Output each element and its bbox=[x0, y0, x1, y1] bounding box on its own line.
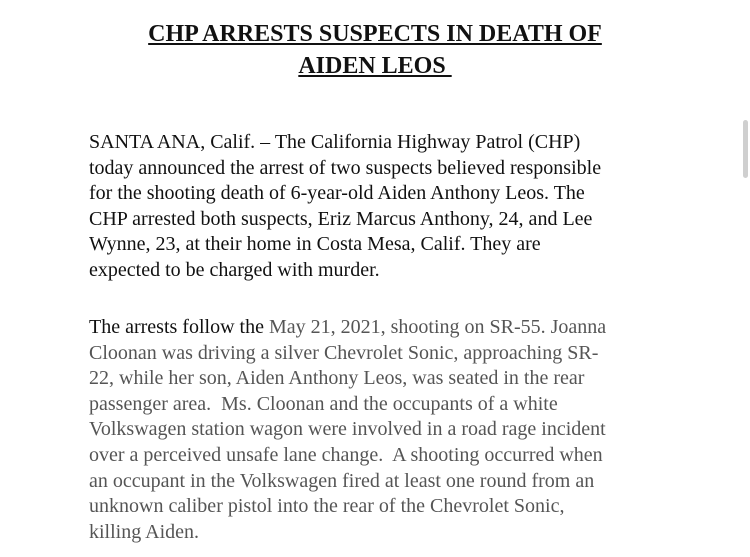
paragraph-line: passenger area. Ms. Cloonan and the occupants of a white bbox=[89, 392, 558, 415]
paragraph-line: an occupant in the Volkswagen fired at least one round from an bbox=[89, 469, 595, 492]
vertical-scrollbar[interactable] bbox=[743, 120, 748, 178]
headline-line-2: AIDEN LEOS bbox=[298, 53, 452, 79]
paragraph-line: Wynne, 23, at their home in Costa Mesa, Calif. They are bbox=[89, 233, 541, 256]
paragraph-line: for the shooting death of 6-year-old Aiden Anthony Leos. The bbox=[89, 182, 585, 205]
paragraph-line: expected to be charged with murder. bbox=[89, 258, 380, 281]
headline-line-1: CHP ARRESTS SUSPECTS IN DEATH OF bbox=[148, 21, 602, 47]
paragraph-line: SANTA ANA, Calif. – The California Highway Patrol (CHP) bbox=[89, 131, 581, 153]
paragraph-line: unknown caliber pistol into the rear of the Chevrolet Sonic, bbox=[89, 495, 565, 518]
headline bbox=[40, 18, 710, 82]
paragraph-intro bbox=[89, 130, 689, 284]
paragraph-line: 22, while her son, Aiden Anthony Leos, was seated in the rear bbox=[89, 367, 585, 390]
paragraph-lead-text: The arrests follow the bbox=[89, 316, 269, 338]
paragraph-line: Cloonan was driving a silver Chevrolet Sonic, approaching SR- bbox=[89, 341, 599, 364]
paragraph-details bbox=[89, 315, 689, 545]
paragraph-line: Volkswagen station wagon were involved in a road rage incident bbox=[89, 418, 606, 441]
paragraph-line: today announced the arrest of two suspects believed responsible bbox=[89, 156, 602, 179]
paragraph-line: killing Aiden. bbox=[89, 520, 199, 543]
paragraph-line: CHP arrested both suspects, Eriz Marcus Anthony, 24, and Lee bbox=[89, 207, 593, 230]
paragraph-line-rest: May 21, 2021, shooting on SR-55. Joanna bbox=[268, 316, 607, 338]
paragraph-line bbox=[89, 315, 689, 341]
paragraph-line: over a perceived unsafe lane change. A shooting occurred when bbox=[89, 443, 603, 466]
